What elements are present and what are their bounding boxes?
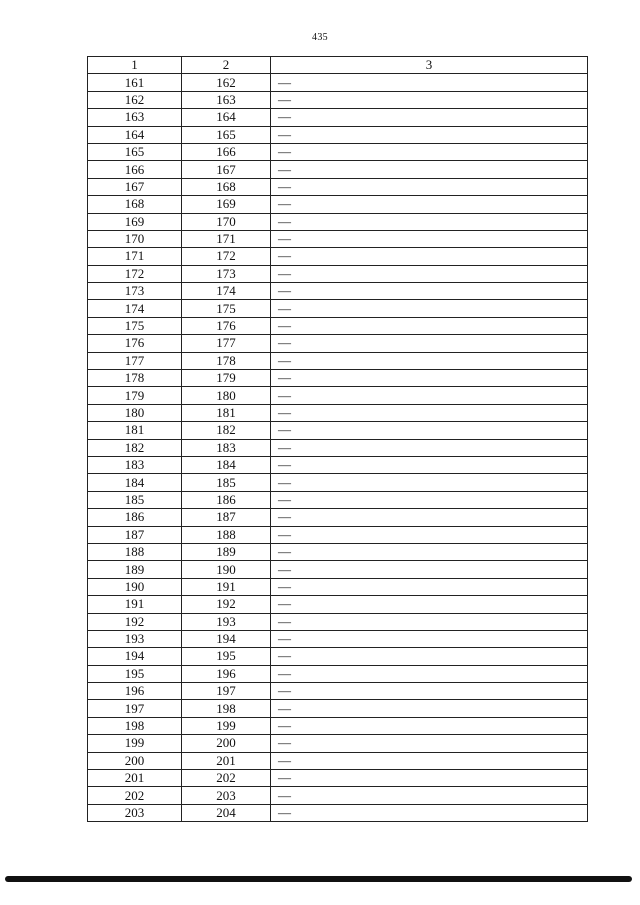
table-cell-col-1: 188 [88,543,182,560]
table-row [88,283,588,300]
table-cell-col-3: — [271,404,588,421]
table-cell-col-3: — [271,91,588,108]
table-row [88,161,588,178]
table-cell-col-1: 180 [88,404,182,421]
table-cell-col-3: — [271,352,588,369]
table-cell-col-2: 194 [182,630,271,647]
table-cell-col-1: 184 [88,474,182,491]
table-cell-col-3: — [271,387,588,404]
table-row [88,683,588,700]
table-cell-col-3: — [271,770,588,787]
table-row [88,787,588,804]
table-cell-col-3: — [271,196,588,213]
table-cell-col-1: 161 [88,74,182,91]
table-cell-col-1: 164 [88,126,182,143]
table-cell-col-3: — [271,161,588,178]
table-cell-col-1: 163 [88,109,182,126]
table-cell-col-1: 174 [88,300,182,317]
table-cell-col-1: 173 [88,283,182,300]
table-cell-col-2: 191 [182,578,271,595]
table-cell-col-2: 197 [182,683,271,700]
table-cell-col-1: 179 [88,387,182,404]
table-cell-col-2: 173 [182,265,271,282]
table-cell-col-1: 192 [88,613,182,630]
table-body [88,74,588,822]
column-header-1: 1 [88,57,182,74]
table-row [88,770,588,787]
table-cell-col-2: 182 [182,422,271,439]
table-row [88,700,588,717]
table-cell-col-2: 199 [182,717,271,734]
table-cell-col-1: 183 [88,456,182,473]
table-cell-col-1: 198 [88,717,182,734]
table-row [88,178,588,195]
table-row [88,596,588,613]
column-header-2: 2 [182,57,271,74]
table-row [88,300,588,317]
table-cell-col-2: 185 [182,474,271,491]
table-row [88,456,588,473]
table-cell-col-2: 183 [182,439,271,456]
table-row [88,543,588,560]
table-cell-col-1: 169 [88,213,182,230]
page-number: 435 [312,32,328,43]
table-cell-col-2: 192 [182,596,271,613]
table-row [88,422,588,439]
table-row [88,804,588,821]
table-cell-col-1: 162 [88,91,182,108]
table-row [88,439,588,456]
table-cell-col-1: 201 [88,770,182,787]
table-cell-col-3: — [271,735,588,752]
table-cell-col-3: — [271,74,588,91]
table-cell-col-2: 193 [182,613,271,630]
table-cell-col-1: 176 [88,335,182,352]
table-row [88,109,588,126]
table-cell-col-1: 171 [88,248,182,265]
table-row [88,578,588,595]
table-cell-col-3: — [271,700,588,717]
table-cell-col-2: 198 [182,700,271,717]
table-cell-col-2: 200 [182,735,271,752]
table-cell-col-1: 191 [88,596,182,613]
table-row [88,509,588,526]
table-cell-col-2: 179 [182,370,271,387]
table-cell-col-3: — [271,317,588,334]
table-cell-col-1: 170 [88,230,182,247]
table-cell-col-2: 186 [182,491,271,508]
table-cell-col-2: 169 [182,196,271,213]
table-row [88,630,588,647]
table-cell-col-2: 163 [182,91,271,108]
table-row [88,752,588,769]
table-row [88,213,588,230]
table-cell-col-1: 200 [88,752,182,769]
bottom-rule [5,876,632,882]
table-cell-col-2: 176 [182,317,271,334]
table-row [88,717,588,734]
table-cell-col-3: — [271,300,588,317]
table-header-row [88,57,588,74]
table-row [88,735,588,752]
table-cell-col-1: 199 [88,735,182,752]
table-cell-col-1: 187 [88,526,182,543]
table-cell-col-1: 166 [88,161,182,178]
column-header-3: 3 [271,57,588,74]
data-table [87,56,588,822]
table-row [88,491,588,508]
table-row [88,230,588,247]
table-cell-col-3: — [271,491,588,508]
table-cell-col-3: — [271,787,588,804]
table-cell-col-3: — [271,526,588,543]
table-cell-col-1: 172 [88,265,182,282]
table-cell-col-2: 162 [182,74,271,91]
table-cell-col-3: — [271,248,588,265]
table-cell-col-3: — [271,578,588,595]
table-row [88,196,588,213]
table-row [88,613,588,630]
table-cell-col-2: 164 [182,109,271,126]
table-cell-col-1: 189 [88,561,182,578]
table-cell-col-2: 184 [182,456,271,473]
table-row [88,370,588,387]
table-cell-col-3: — [271,630,588,647]
table-cell-col-2: 187 [182,509,271,526]
table-row [88,404,588,421]
table-row [88,74,588,91]
table-cell-col-1: 190 [88,578,182,595]
table-row [88,387,588,404]
table-cell-col-2: 201 [182,752,271,769]
table-cell-col-1: 185 [88,491,182,508]
table-cell-col-3: — [271,283,588,300]
table-row [88,248,588,265]
table-cell-col-3: — [271,613,588,630]
table-row [88,91,588,108]
table-cell-col-2: 189 [182,543,271,560]
table-cell-col-3: — [271,143,588,160]
table-cell-col-2: 178 [182,352,271,369]
table-cell-col-1: 175 [88,317,182,334]
table-cell-col-2: 165 [182,126,271,143]
table-cell-col-2: 174 [182,283,271,300]
table-cell-col-2: 203 [182,787,271,804]
table-cell-col-3: — [271,456,588,473]
table-row [88,474,588,491]
table-cell-col-3: — [271,648,588,665]
table-cell-col-2: 166 [182,143,271,160]
table-cell-col-1: 202 [88,787,182,804]
table-row [88,561,588,578]
table-cell-col-3: — [271,804,588,821]
table-cell-col-1: 186 [88,509,182,526]
table-cell-col-1: 193 [88,630,182,647]
table-cell-col-3: — [271,213,588,230]
table-cell-col-1: 197 [88,700,182,717]
table-cell-col-1: 178 [88,370,182,387]
table-cell-col-3: — [271,596,588,613]
table-cell-col-1: 203 [88,804,182,821]
table-cell-col-3: — [271,752,588,769]
table-row [88,665,588,682]
table-cell-col-3: — [271,178,588,195]
table-row [88,352,588,369]
table-cell-col-3: — [271,683,588,700]
table-cell-col-2: 168 [182,178,271,195]
table-cell-col-1: 167 [88,178,182,195]
table-row [88,317,588,334]
table-cell-col-3: — [271,109,588,126]
table-cell-col-3: — [271,509,588,526]
table-cell-col-2: 172 [182,248,271,265]
table-cell-col-1: 196 [88,683,182,700]
table-cell-col-3: — [271,474,588,491]
table-cell-col-3: — [271,126,588,143]
table-cell-col-2: 167 [182,161,271,178]
table-cell-col-1: 194 [88,648,182,665]
table-cell-col-2: 190 [182,561,271,578]
table-cell-col-2: 170 [182,213,271,230]
table-cell-col-1: 181 [88,422,182,439]
table-cell-col-3: — [271,335,588,352]
table-cell-col-2: 204 [182,804,271,821]
table-cell-col-3: — [271,543,588,560]
table-cell-col-2: 177 [182,335,271,352]
table-cell-col-3: — [271,717,588,734]
table-cell-col-3: — [271,561,588,578]
table-row [88,265,588,282]
table-cell-col-1: 165 [88,143,182,160]
table-cell-col-2: 171 [182,230,271,247]
table-cell-col-3: — [271,370,588,387]
table-cell-col-3: — [271,665,588,682]
table-cell-col-2: 202 [182,770,271,787]
table-cell-col-1: 182 [88,439,182,456]
table-row [88,126,588,143]
table-cell-col-3: — [271,265,588,282]
table-cell-col-1: 168 [88,196,182,213]
table-cell-col-3: — [271,439,588,456]
table-row [88,526,588,543]
table-row [88,143,588,160]
table-cell-col-2: 188 [182,526,271,543]
table-cell-col-1: 195 [88,665,182,682]
table-cell-col-3: — [271,422,588,439]
table-cell-col-2: 196 [182,665,271,682]
table-cell-col-1: 177 [88,352,182,369]
table-cell-col-3: — [271,230,588,247]
table-cell-col-2: 195 [182,648,271,665]
table-row [88,335,588,352]
table-row [88,648,588,665]
table-cell-col-2: 180 [182,387,271,404]
table-cell-col-2: 181 [182,404,271,421]
table-cell-col-2: 175 [182,300,271,317]
